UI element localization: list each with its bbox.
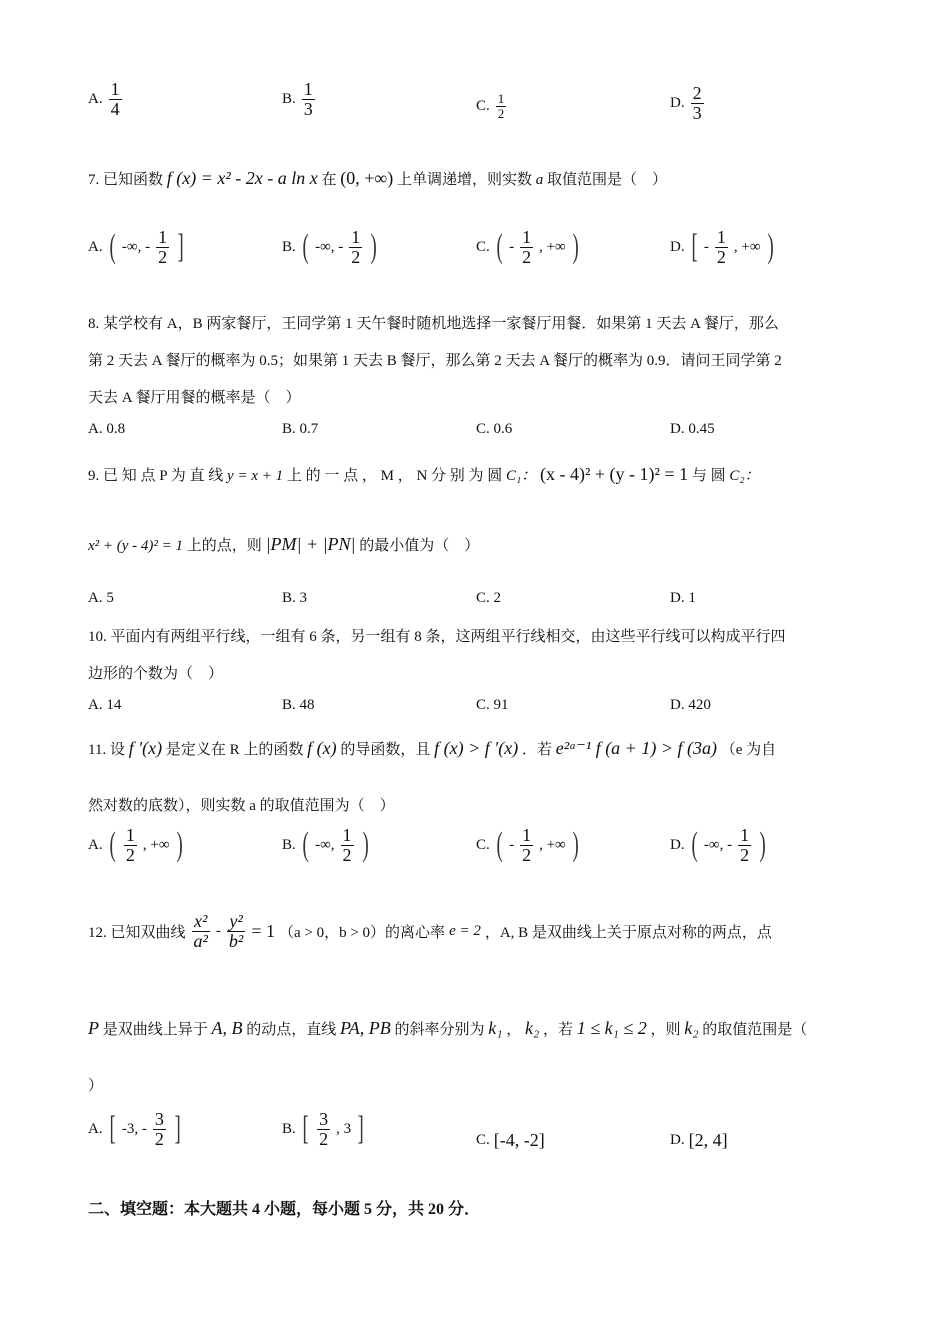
fraction: $\frac{1}{2}$ [497, 91, 505, 121]
q7-option-a[interactable]: A. ( -∞, - $\frac{1}{2}$ ] [88, 227, 184, 267]
q9-option-b[interactable]: B. 3 [282, 590, 308, 606]
q10-option-d[interactable]: D. 420 [670, 697, 711, 713]
option-label: A. [88, 90, 103, 107]
q10-option-b[interactable]: B. 48 [282, 697, 315, 713]
q9-option-a[interactable]: A. 5 [88, 590, 114, 606]
fraction: $\frac{1}{4}$ [110, 79, 120, 119]
line-equation: y = x + 1 [227, 468, 284, 484]
q9-line-1: 9. 已 知 点 P 为 直 线 y = x + 1 上 的 一 点 ， M ， N 分 别 为 圆 C₁： (x - 4)² + (y - 1)² = 1 与 圆 C₂： [88, 464, 760, 484]
q7-option-d[interactable]: D. [ - $\frac{1}{2}$ , +∞ ) [670, 227, 774, 267]
fraction: $\frac{\text{x²}}{\text{a²}}$ [193, 911, 208, 951]
q8-option-c[interactable]: C. 0.6 [476, 421, 513, 437]
q10-line-1: 10. 平面内有两组平行线，一组有 6 条，另一组有 8 条，这两组平行线相交，由这些平行线可以构成平行四 [88, 629, 786, 645]
fraction: $\frac{1}{2}$ [125, 825, 135, 865]
q6-option-c[interactable] [476, 92, 508, 120]
fraction: $\frac{1}{3}$ [303, 79, 313, 119]
fraction: $\frac{\text{y²}}{\text{b²}}$ [228, 911, 244, 951]
q8-line-3: 天去 A 餐厅用餐的概率是（ ） [88, 390, 301, 406]
q10-option-a[interactable]: A. 14 [88, 697, 122, 713]
fraction: $\frac{1}{2}$ [740, 825, 750, 865]
q6-option-b[interactable] [282, 80, 317, 119]
fraction: $\frac{1}{2}$ [522, 825, 532, 865]
circle-c2-equation: x² + (y - 4)² = 1 [88, 538, 184, 554]
q7-option-c[interactable]: C. ( - $\frac{1}{2}$ , +∞ ) [476, 227, 579, 267]
q11-line-1: 11. 设 f ′(x) 是定义在 R 上的函数 f (x) 的导函数，且 f (x) > f ′(x) ．若 e²ᵃ⁻¹ f (a + 1) > f (3a) （e 为自 [88, 738, 777, 758]
function-expr: f (x) = x² - 2x - a ln x [166, 168, 318, 188]
fraction: $\frac{3}{2}$ [319, 1109, 329, 1149]
q9-option-c[interactable]: C. 2 [476, 590, 502, 606]
q10-line-2: 边形的个数为（ ） [88, 666, 224, 682]
distance-expr: |PM| + |PN| [265, 534, 356, 554]
q10-option-c[interactable]: C. 91 [476, 697, 509, 713]
q11-option-a[interactable]: A. ( $\frac{1}{2}$ , +∞ ) [88, 825, 183, 865]
q6-option-d[interactable] [670, 84, 706, 123]
circle-c1-equation: (x - 4)² + (y - 1)² = 1 [540, 464, 689, 484]
q8-option-a[interactable]: A. 0.8 [88, 421, 126, 437]
q9-line-2: x² + (y - 4)² = 1 上的点，则 |PM| + |PN| 的最小值为（ ） [88, 534, 480, 554]
q12-line-3: ） [88, 1078, 104, 1094]
option-label: B. [282, 90, 296, 107]
q9-option-d[interactable]: D. 1 [670, 590, 696, 606]
q12-option-d[interactable]: D. [2, 4] [670, 1130, 728, 1150]
q12-line-1: 12. 已知双曲线 $\frac{\text{x²}}{\text{a²}}$ - $\frac{\text{y²}}{\text{b²}}$ = 1 （a > 0，b > 0）的离心率 e = 2 ，A, B 是双曲线上关于原点对称的两点，点 [88, 911, 772, 951]
q7-stem: 7. 已知函数 f (x) = x² - 2x - a ln x 在 (0, +∞) 上单调递增，则实数 a 取值范围是（ ） [88, 168, 668, 188]
q12-option-a[interactable]: A. [ -3, - $\frac{3}{2}$ ] [88, 1109, 181, 1149]
option-label: D. [670, 94, 685, 111]
fraction: $\frac{1}{2}$ [716, 227, 726, 267]
fraction: $\frac{1}{2}$ [342, 825, 352, 865]
q6-option-a[interactable] [88, 80, 124, 119]
q12-option-b[interactable]: B. [ $\frac{3}{2}$ , 3 ] [282, 1109, 364, 1149]
q12-line-2: P 是双曲线上异于 A, B 的动点，直线 PA, PB 的斜率分别为 k₁ ， k₂ ，若 1 ≤ k₁ ≤ 2 ，则 k₂ 的取值范围是（ [88, 1018, 808, 1038]
q12-option-c[interactable]: C. [-4, -2] [476, 1130, 545, 1150]
q8-line-1: 8. 某学校有 A，B 两家餐厅，王同学第 1 天午餐时随机地选择一家餐厅用餐．如果第 1 天去 A 餐厅，那么 [88, 316, 779, 332]
fraction: $\frac{1}{2}$ [522, 227, 532, 267]
fraction: $\frac{2}{3}$ [692, 83, 702, 123]
q11-line-2: 然对数的底数），则实数 a 的取值范围为（ ） [88, 798, 395, 814]
q11-option-c[interactable]: C. ( - $\frac{1}{2}$ , +∞ ) [476, 825, 579, 865]
fraction: $\frac{1}{2}$ [158, 227, 168, 267]
fraction: $\frac{1}{2}$ [351, 227, 361, 267]
section-heading: 二、填空题：本大题共 4 小题，每小题 5 分，共 20 分． [88, 1201, 481, 1218]
q8-option-d[interactable]: D. 0.45 [670, 421, 715, 437]
q11-option-d[interactable]: D. ( -∞, - $\frac{1}{2}$ ) [670, 825, 766, 865]
q8-option-b[interactable]: B. 0.7 [282, 421, 319, 437]
q8-line-2: 第 2 天去 A 餐厅的概率为 0.5；如果第 1 天去 B 餐厅，那么第 2 天去 A 餐厅的概率为 0.9．请问王同学第 2 [88, 353, 782, 369]
fraction: $\frac{3}{2}$ [154, 1109, 164, 1149]
q7-option-b[interactable]: B. ( -∞, - $\frac{1}{2}$ ) [282, 227, 378, 267]
interval: (0, +∞) [340, 168, 394, 188]
option-label: C. [476, 97, 490, 114]
q11-option-b[interactable]: B. ( -∞, $\frac{1}{2}$ ) [282, 825, 369, 865]
